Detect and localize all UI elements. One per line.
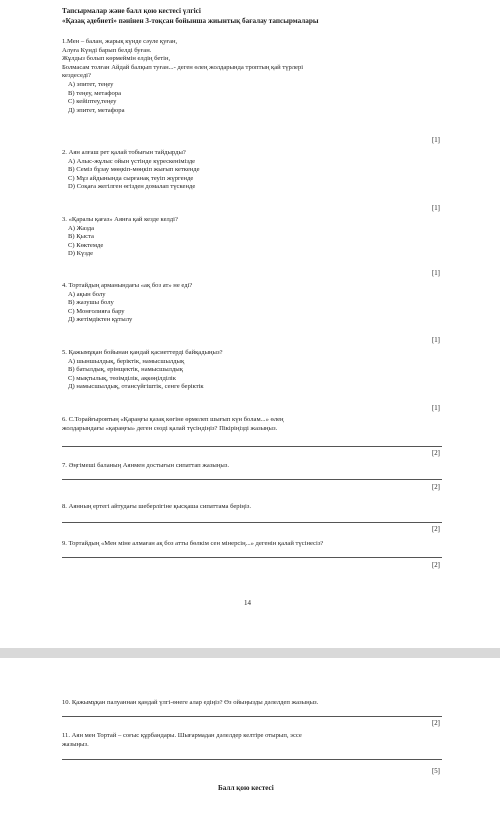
score-mark: [2] [432,562,440,569]
question-text-line: 1.Мен – балан, жарық күнде сәуле қуған, [62,38,178,45]
answer-option: Д) эпитет, метафора [68,106,125,114]
header-title: Тапсырмалар және балл қою кестесі үлгісі [62,7,201,15]
question-text-line: 3. «Қаралы қағаз» Аянға қай кезде келді? [62,216,178,223]
question-text-line: 10. Қажымұқан палуаннан қандай үлгі-өнеге алар едіңіз? Өз ойыңызды дәлелдеп жазыңыз. [62,699,319,706]
question-9 [62,540,450,549]
answer-option: А) Жазда [68,224,95,232]
question-text-line: 9. Тортайдың «Мен міне алмаған ақ боз атты бөлкім сен мінерсің...» дегенін қалай түсінесіз? [62,540,324,547]
question-text-line: 11. Аян мен Тортай – соғыс құрбандары. Шығармадан дәлелдер келтіре отырып, эссе [62,732,302,739]
answer-option: В) теңеу, метафора [68,89,122,97]
answer-option: А) эпитет, теңеу [68,80,114,88]
question-4 [62,282,450,325]
question-text-line: Болмасам толған Айдай балқып туған...- деген өлең жолдарында троптың қай түрлері [62,63,304,71]
question-text-line: жазыңыз. [62,740,89,748]
answer-option: В) Қыста [68,233,94,241]
question-text-line: кездеседі? [62,72,91,80]
question-10 [62,699,450,708]
answer-option: С) Монғолияға бару [68,307,125,315]
page-separator [0,648,500,658]
answer-option: С) Көктемде [68,241,104,249]
score-mark: [1] [432,137,440,144]
question-text-line: Жұлдыз болып көрмеймін елдің бетін, [62,55,171,63]
score-mark: [2] [432,484,440,491]
question-3 [62,216,450,259]
answer-line[interactable] [62,522,442,523]
question-8 [62,503,450,512]
score-mark: [5] [432,768,440,775]
question-6 [62,416,450,433]
document-page-2 [0,658,500,819]
question-2 [62,149,450,192]
answer-option: С) кейіптеу,теңеу [68,98,117,106]
header-subtitle: «Қазақ әдебиеті» пәнінен 3-тоқсан бойынша жиынтық бағалау тапсырмалары [62,17,319,25]
question-text-line: 7. Әңгімеші баланың Аянмен достығын сипаттап жазыңыз. [62,462,230,469]
question-7 [62,462,450,471]
question-text-line: 2. Аян алғаш рет қалай тобығын тайдырды? [62,149,186,156]
question-text-line: Алуға Күнді барып белді буған. [62,46,152,54]
answer-option: А) шыншылдық, беріктік, намысшылдық [68,357,185,365]
page-number: 14 [244,599,251,607]
answer-option: А) Алыс-жұлыс ойын үстінде күрескенімізде [68,157,196,165]
answer-option: Д) жетімдіктен құтылу [68,316,133,324]
question-text-line: 5. Қажымұқан бойынан қандай қасиеттерді байқадыңыз? [62,349,223,356]
answer-option: В) Семіз бұзау мөңкіп-мөңкіп жығып кеткенде [68,166,200,174]
answer-option: D) Соқаға жегілген өгізден домалап түскенде [68,183,196,191]
score-mark: [2] [432,526,440,533]
score-mark: [2] [432,450,440,457]
question-text-line: 6. С.Торайғыровтың «Қараңғы қазақ көгіне өрмелеп шығып күн болам...» өлең [62,416,284,423]
answer-option: А) ақын болу [68,290,106,298]
score-mark: [2] [432,720,440,727]
question-text-line: 4. Тортайдың арманындағы «ақ боз ат» не еді? [62,282,193,289]
question-1 [62,38,450,115]
answer-option: С) Мұз айдынында сырғанақ теуіп жүргенде [68,174,194,182]
answer-option: С) мықтылық, төзімділік, ақкөңілділік [68,374,176,382]
score-mark: [1] [432,405,440,412]
answer-line[interactable] [62,557,442,558]
answer-line[interactable] [62,716,442,717]
score-mark: [1] [432,205,440,212]
question-5 [62,349,450,392]
score-mark: [1] [432,337,440,344]
answer-line[interactable] [62,479,442,480]
question-text-line: 8. Аянның ертегі айтудағы шеберлігіне қысқаша сипаттама беріңіз. [62,503,252,510]
answer-option: В) батылдық, ерінщектік, намысшылдық [68,366,183,374]
section-title: Балл қою кестесі [218,784,274,792]
answer-option: D) Күзде [68,250,94,258]
score-mark: [1] [432,270,440,277]
answer-option: Д) намысшылдық, отансүйгіштік, сенге беріктік [68,383,204,391]
question-text-line: жолдарындағы «қараңғы» деген сөзді қалай түсіндіңіз? Пікіріңізді жазыңыз. [62,424,278,432]
answer-option: В) жазушы болу [68,299,114,307]
answer-line[interactable] [62,446,442,447]
question-11 [62,732,450,749]
answer-line[interactable] [62,759,442,760]
